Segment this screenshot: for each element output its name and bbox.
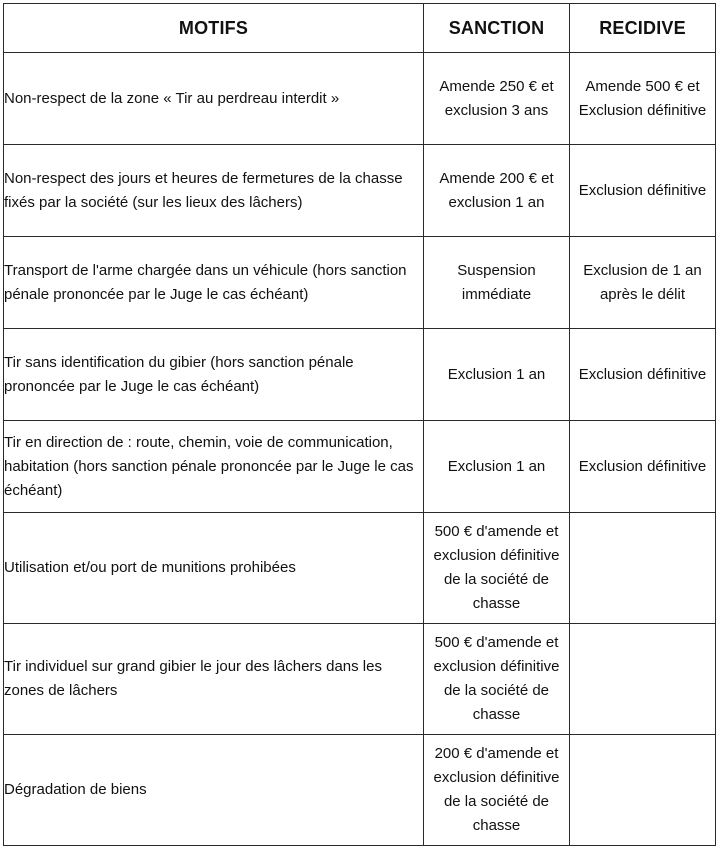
table-row [4,145,716,237]
recidive-cell: Exclusion définitive [570,329,716,421]
motif-cell: Non-respect de la zone « Tir au perdreau interdit » [4,53,424,145]
header-row [4,4,716,53]
table-row [4,237,716,329]
table-row [4,735,716,846]
sanction-cell: 500 € d'amende et exclusion définitive de la société de chasse [424,513,570,624]
sanction-cell: Amende 200 € et exclusion 1 an [424,145,570,237]
sanction-cell: 200 € d'amende et exclusion définitive de la société de chasse [424,735,570,846]
table-row [4,624,716,735]
sanction-cell: Suspension immédiate [424,237,570,329]
sanction-cell: Exclusion 1 an [424,329,570,421]
header-sanction: SANCTION [424,4,570,53]
sanctions-table [3,3,716,846]
table-row [4,53,716,145]
recidive-cell [570,513,716,624]
motif-cell: Utilisation et/ou port de munitions prohibées [4,513,424,624]
recidive-cell [570,624,716,735]
recidive-cell [570,735,716,846]
motif-cell: Tir sans identification du gibier (hors sanction pénale prononcée par le Juge le cas échéant) [4,329,424,421]
motif-cell: Non-respect des jours et heures de fermetures de la chasse fixés par la société (sur les lieux des lâchers) [4,145,424,237]
header-motifs: MOTIFS [4,4,424,53]
sanction-cell: Exclusion 1 an [424,421,570,513]
motif-cell: Tir en direction de : route, chemin, voie de communication, habitation (hors sanction pénale prononcée par le Juge le cas échéant) [4,421,424,513]
table-row [4,513,716,624]
sanction-cell: 500 € d'amende et exclusion définitive de la société de chasse [424,624,570,735]
motif-cell: Dégradation de biens [4,735,424,846]
motif-cell: Transport de l'arme chargée dans un véhicule (hors sanction pénale prononcée par le Juge le cas échéant) [4,237,424,329]
header-recidive: RECIDIVE [570,4,716,53]
recidive-cell: Amende 500 € et Exclusion définitive [570,53,716,145]
recidive-cell: Exclusion définitive [570,145,716,237]
sanction-cell: Amende 250 € et exclusion 3 ans [424,53,570,145]
table-row [4,329,716,421]
recidive-cell: Exclusion définitive [570,421,716,513]
motif-cell: Tir individuel sur grand gibier le jour des lâchers dans les zones de lâchers [4,624,424,735]
recidive-cell: Exclusion de 1 an après le délit [570,237,716,329]
table-row [4,421,716,513]
